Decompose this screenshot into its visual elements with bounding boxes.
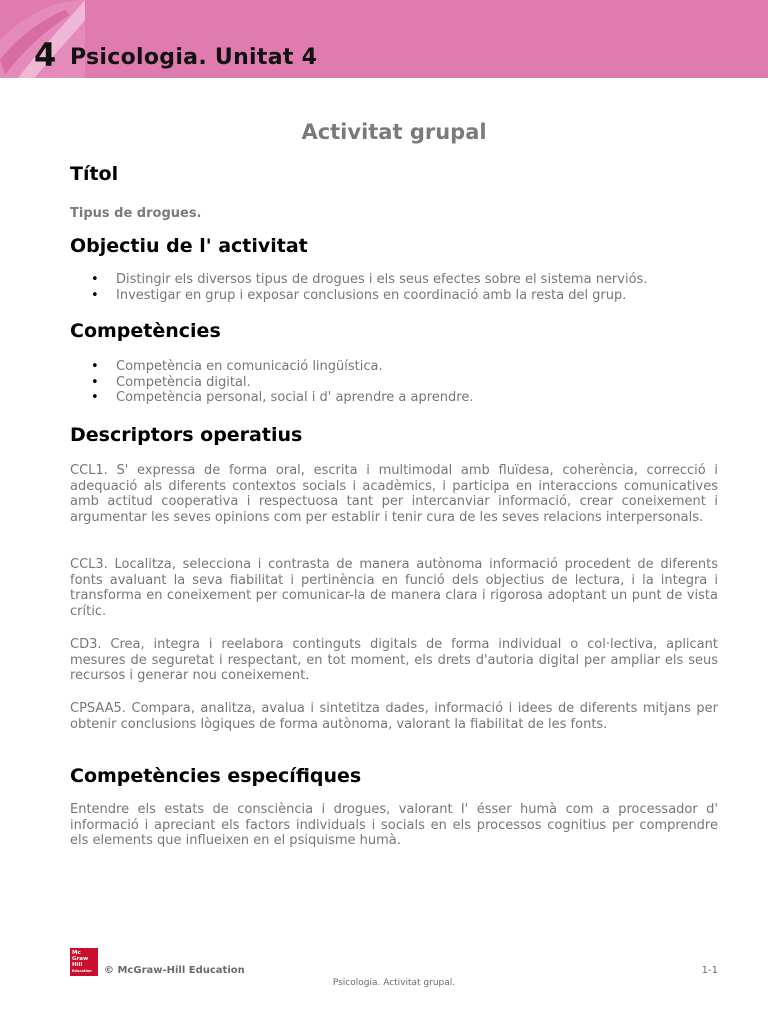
- footer-copyright: © McGraw-Hill Education: [104, 965, 245, 976]
- descriptor-paragraph: CPSAA5. Compara, analitza, avalua i sintetitza dades, informació i idees de diferents mitjans per obtenir conclusions lògiques de forma autònoma, valorant la fiabilitat de les fonts.: [70, 701, 718, 732]
- descriptor-cd3-wrap: [70, 637, 718, 684]
- section-titol: [70, 162, 718, 186]
- section-objectiu: [70, 234, 718, 258]
- footer-caption: Psicologia. Activitat grupal.: [332, 978, 456, 988]
- descriptor-cpsaa5-wrap: [70, 701, 718, 732]
- titol-value-wrap: [70, 202, 718, 221]
- mcgraw-hill-logo: [70, 948, 98, 976]
- descriptor-paragraph: CCL3. Localitza, selecciona i contrasta de manera autònoma informació procedent de diferents fonts avaluant la seva fiabilitat i pertinència en funció dels objectius de lectura, i la integra i transforma en coneixement per comunicar-la de manera clara i rigorosa adoptant un punt de vista crític.: [70, 557, 718, 619]
- especifiques-text-wrap: [70, 802, 718, 849]
- section-descriptors: [70, 423, 718, 447]
- section-competencies: [70, 319, 718, 343]
- competencies-list: [70, 359, 718, 406]
- unit-title: Psicologia. Unitat 4: [70, 45, 318, 70]
- logo-line: Graw: [72, 956, 89, 962]
- logo-line: Mc: [72, 950, 81, 956]
- list-item: • Competència en comunicació lingüística.: [70, 359, 718, 375]
- titol-value: Tipus de drogues.: [70, 206, 202, 221]
- descriptor-paragraph: CD3. Crea, integra i reelabora continguts digitals de forma individual o col·lectiva, aplicant mesures de seguretat i respectant, en tot moment, els drets d'autoria digital per ampliar els seus recursos i generar nou coneixement.: [70, 637, 718, 684]
- list-item: • Competència digital.: [70, 375, 718, 391]
- header-band: [0, 0, 768, 78]
- descriptors-heading: Descriptors operatius: [70, 424, 303, 446]
- descriptor-ccl1-wrap: [70, 463, 718, 525]
- objectiu-heading: Objectiu de l' activitat: [70, 235, 308, 257]
- competencies-heading: Competències: [70, 320, 221, 342]
- especifiques-text: Entendre els estats de consciència i drogues, valorant l' ésser humà com a processador d' informació i apreciant els factors individuals i socials en els processos cognitius per comprendre els elements que influeixen en el psiquisme humà.: [70, 802, 718, 849]
- titol-heading: Títol: [70, 163, 119, 185]
- descriptor-ccl3-wrap: [70, 557, 718, 619]
- competencies-list-wrap: [70, 359, 718, 406]
- logo-line: Hill: [72, 962, 83, 968]
- objectiu-list-wrap: [70, 272, 718, 303]
- list-item: • Investigar en grup i exposar conclusions en coordinació amb la resta del grup.: [70, 288, 718, 304]
- especifiques-heading: Competències específiques: [70, 765, 362, 787]
- objectiu-list: [70, 272, 718, 303]
- logo-line: Education: [72, 969, 92, 973]
- descriptor-paragraph: CCL1. S' expressa de forma oral, escrita i multimodal amb fluïdesa, coherència, correcció i adequació als diferents contextos socials i acadèmics, i participa en interaccions comunicatives amb actitud cooperativa i respectuosa tant per intercanviar informació, crear coneixement i argumentar les seves opinions com per establir i tenir cura de les seves relacions interpersonals.: [70, 463, 718, 525]
- footer-page-number: 1-1: [701, 965, 718, 976]
- unit-number: 4: [34, 36, 57, 74]
- list-item: • Competència personal, social i d' aprendre a aprendre.: [70, 390, 718, 406]
- list-item: • Distingir els diversos tipus de drogues i els seus efectes sobre el sistema nerviós.: [70, 272, 718, 288]
- page-title: Activitat grupal: [301, 120, 487, 144]
- section-especifiques: [70, 764, 718, 788]
